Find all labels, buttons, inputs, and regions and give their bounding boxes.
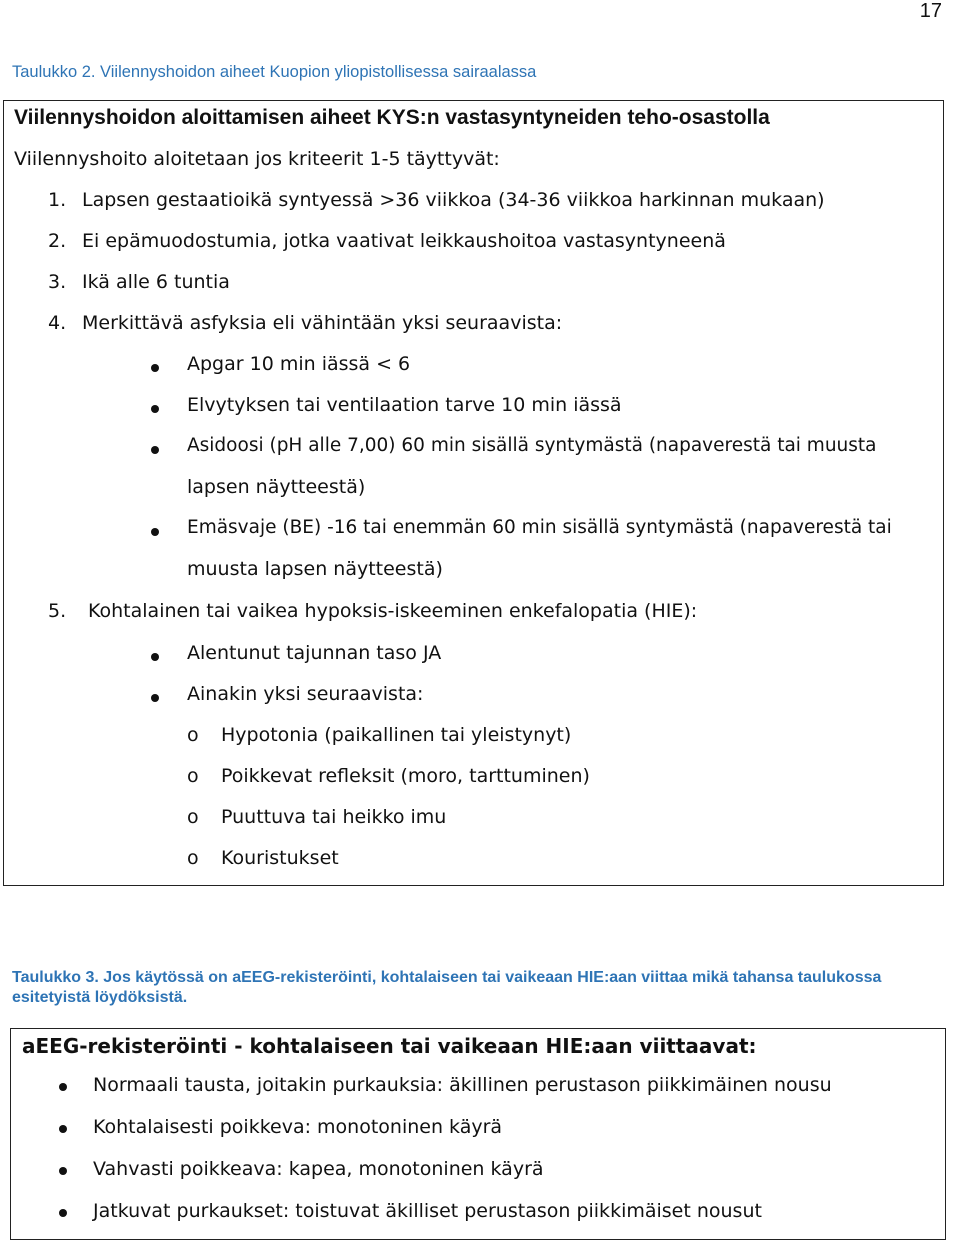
criterion-number: 4. — [48, 312, 67, 334]
table3-caption-line: esitetyistä löydöksistä. — [12, 989, 188, 1006]
bullet-icon — [151, 405, 159, 413]
aeeg-item: Jatkuvat purkaukset: toistuvat äkilliset perustason piikkimäiset nousut — [93, 1200, 762, 1222]
table2-caption: Taulukko 2. Viilennyshoidon aiheet Kuopion yliopistollisessa sairaalassa — [12, 63, 537, 81]
table3-heading: aEEG-rekisteröinti - kohtalaiseen tai vaikeaan HIE:aan viittaavat: — [22, 1034, 757, 1058]
aeeg-item: Vahvasti poikkeava: kapea, monotoninen käyrä — [93, 1158, 544, 1180]
criterion-number: 5. — [48, 600, 67, 622]
hie-subitem: Poikkevat refleksit (moro, tarttuminen) — [221, 765, 590, 787]
hie-subitem: Kouristukset — [221, 847, 339, 869]
asphyxia-item-continuation: muusta lapsen näytteestä) — [187, 558, 443, 580]
hie-item: Alentunut tajunnan taso JA — [187, 642, 442, 664]
asphyxia-item: Asidoosi (pH alle 7,00) 60 min sisällä syntymästä (napaverestä tai muusta — [187, 435, 877, 456]
criterion-text: Ei epämuodostumia, jotka vaativat leikkaushoitoa vastasyntyneenä — [82, 230, 726, 252]
bullet-icon — [59, 1083, 67, 1091]
table2-intro: Viilennyshoito aloitetaan jos kriteerit 1-5 täyttyvät: — [14, 148, 500, 170]
criterion-number: 1. — [48, 189, 67, 211]
criterion-number: 2. — [48, 230, 67, 252]
hie-subitem: Puuttuva tai heikko imu — [221, 806, 447, 828]
bullet-icon — [59, 1167, 67, 1175]
bullet-icon — [151, 446, 159, 454]
bullet-icon — [151, 528, 159, 536]
bullet-icon — [59, 1209, 67, 1217]
sub-marker: o — [187, 724, 199, 746]
asphyxia-item-continuation: lapsen näytteestä) — [187, 476, 366, 498]
criterion-text: Lapsen gestaatioikä syntyessä >36 viikkoa (34-36 viikkoa harkinnan mukaan) — [82, 189, 825, 211]
asphyxia-item: Emäsvaje (BE) -16 tai enemmän 60 min sisällä syntymästä (napaverestä tai — [187, 517, 892, 538]
asphyxia-item: Apgar 10 min iässä < 6 — [187, 353, 411, 375]
table3-caption — [12, 968, 942, 1008]
hie-subitem: Hypotonia (paikallinen tai yleistynyt) — [221, 724, 572, 746]
criterion-number: 3. — [48, 271, 67, 293]
aeeg-item: Kohtalaisesti poikkeva: monotoninen käyrä — [93, 1116, 503, 1138]
criterion-text: Ikä alle 6 tuntia — [82, 271, 230, 293]
bullet-icon — [151, 694, 159, 702]
sub-marker: o — [187, 765, 199, 787]
table3-caption-line: Taulukko 3. Jos käytössä on aEEG-rekisteröinti, kohtalaiseen tai vaikeaan HIE:aan viittaa mikä tahansa taulukossa — [12, 969, 882, 986]
criterion-text: Merkittävä asfyksia eli vähintään yksi seuraavista: — [82, 312, 563, 334]
hie-item: Ainakin yksi seuraavista: — [187, 683, 424, 705]
criterion-text: Kohtalainen tai vaikea hypoksis-iskeeminen enkefalopatia (HIE): — [88, 600, 698, 622]
asphyxia-item: Elvytyksen tai ventilaation tarve 10 min iässä — [187, 394, 622, 416]
page-number: 17 — [919, 0, 942, 22]
table2-heading: Viilennyshoidon aloittamisen aiheet KYS:n vastasyntyneiden teho-osastolla — [14, 106, 770, 129]
bullet-icon — [151, 653, 159, 661]
sub-marker: o — [187, 847, 199, 869]
aeeg-item: Normaali tausta, joitakin purkauksia: äkillinen perustason piikkimäinen nousu — [93, 1074, 832, 1096]
bullet-icon — [151, 364, 159, 372]
sub-marker: o — [187, 806, 199, 828]
bullet-icon — [59, 1125, 67, 1133]
